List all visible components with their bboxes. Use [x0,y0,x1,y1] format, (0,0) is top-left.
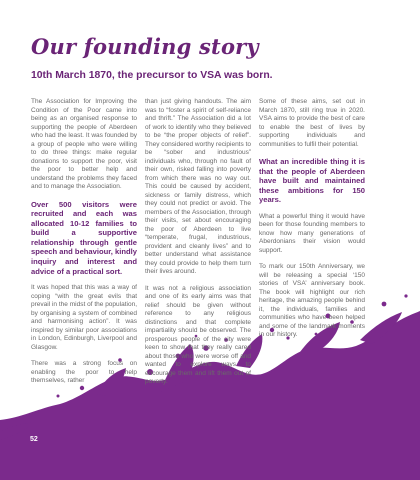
text-column-1 [31,98,137,394]
paragraph: It was hoped that this was a way of coping “with the great evils that prevail in the midst of the population, by organising a system of combined and harmonising action”. It was inspired by similar poor associations in London, Edinburgh, Liverpool and Glasgow. [31,284,137,351]
highlight-quote: What an incredible thing it is that the people of Aberdeen have built and maintained these ambitions for 150 years. [259,157,365,205]
paragraph: What a powerful thing it would have been for those founding members to know how many generations of Aberdonians their vision would support. [259,212,365,254]
text-column-3 [259,98,365,348]
paragraph: There was a strong focus on enabling the poor to help themselves, rather [31,360,137,385]
paragraph: It was not a religious association and one of its early aims was that relief should be given without reference to any religious distinctions and that complete impartiality should be observed. The prosperous people of the city were keen to show that they really cared about those who were worse off and wanted to explore ways to encourage them and lift them out of poverty. [145,284,251,385]
page-subtitle: 10th March 1870, the precursor to VSA was born. [31,70,273,81]
highlight-quote: Over 500 visitors were recruited and each was allocated 10-12 families to build a supportive relationship through gentle speech and behaviour, kindly inquiry and interest and advice of a practical sort. [31,199,137,276]
paragraph: The Association for Improving the Condition of the Poor came into being as an organised response to supporting the people of Aberdeen who had the least. It was founded by a group of people who were willing to do three things: make regular donations to support the poor, visit the poor to better help and understand the problems they faced and to manage the Association. [31,98,137,190]
page-title: Our founding story [31,34,259,59]
paragraph: than just giving handouts. The aim was to “foster a spirit of self-reliance and thrift.” The Association did a lot of work to identify who they believed to be “the proper objects of relief”. They considered worthy recipients to be “sober and industrious” individuals who, through no fault of their own, risked falling into poverty from which there was no way out. This could be caused by accident, sickness or family distress, which they could not predict or avoid. The members of the Association, through their visits, set about encouraging the poor of Aberdeen to live “temperate, frugal, industrious, provident and cleanly lives” and to better understand what assistance they could provide to help them turn their lives around. [145,98,251,275]
paragraph: To mark our 150th Anniversary, we will be releasing a special ‘150 stories of VSA’ anniversary book. The book will highlight our rich heritage, the amazing people behind it, the individuals, families and communities who have been helped and some of the landmark moments in our history. [259,263,365,339]
paragraph: Some of these aims, set out in March 1870, still ring true in 2020. VSA aims to provide the best of care to enable the best of lives by supporting individuals and communities to fulfil their potential. [259,98,365,148]
text-column-2 [145,98,251,395]
page-number: 52 [30,436,38,443]
